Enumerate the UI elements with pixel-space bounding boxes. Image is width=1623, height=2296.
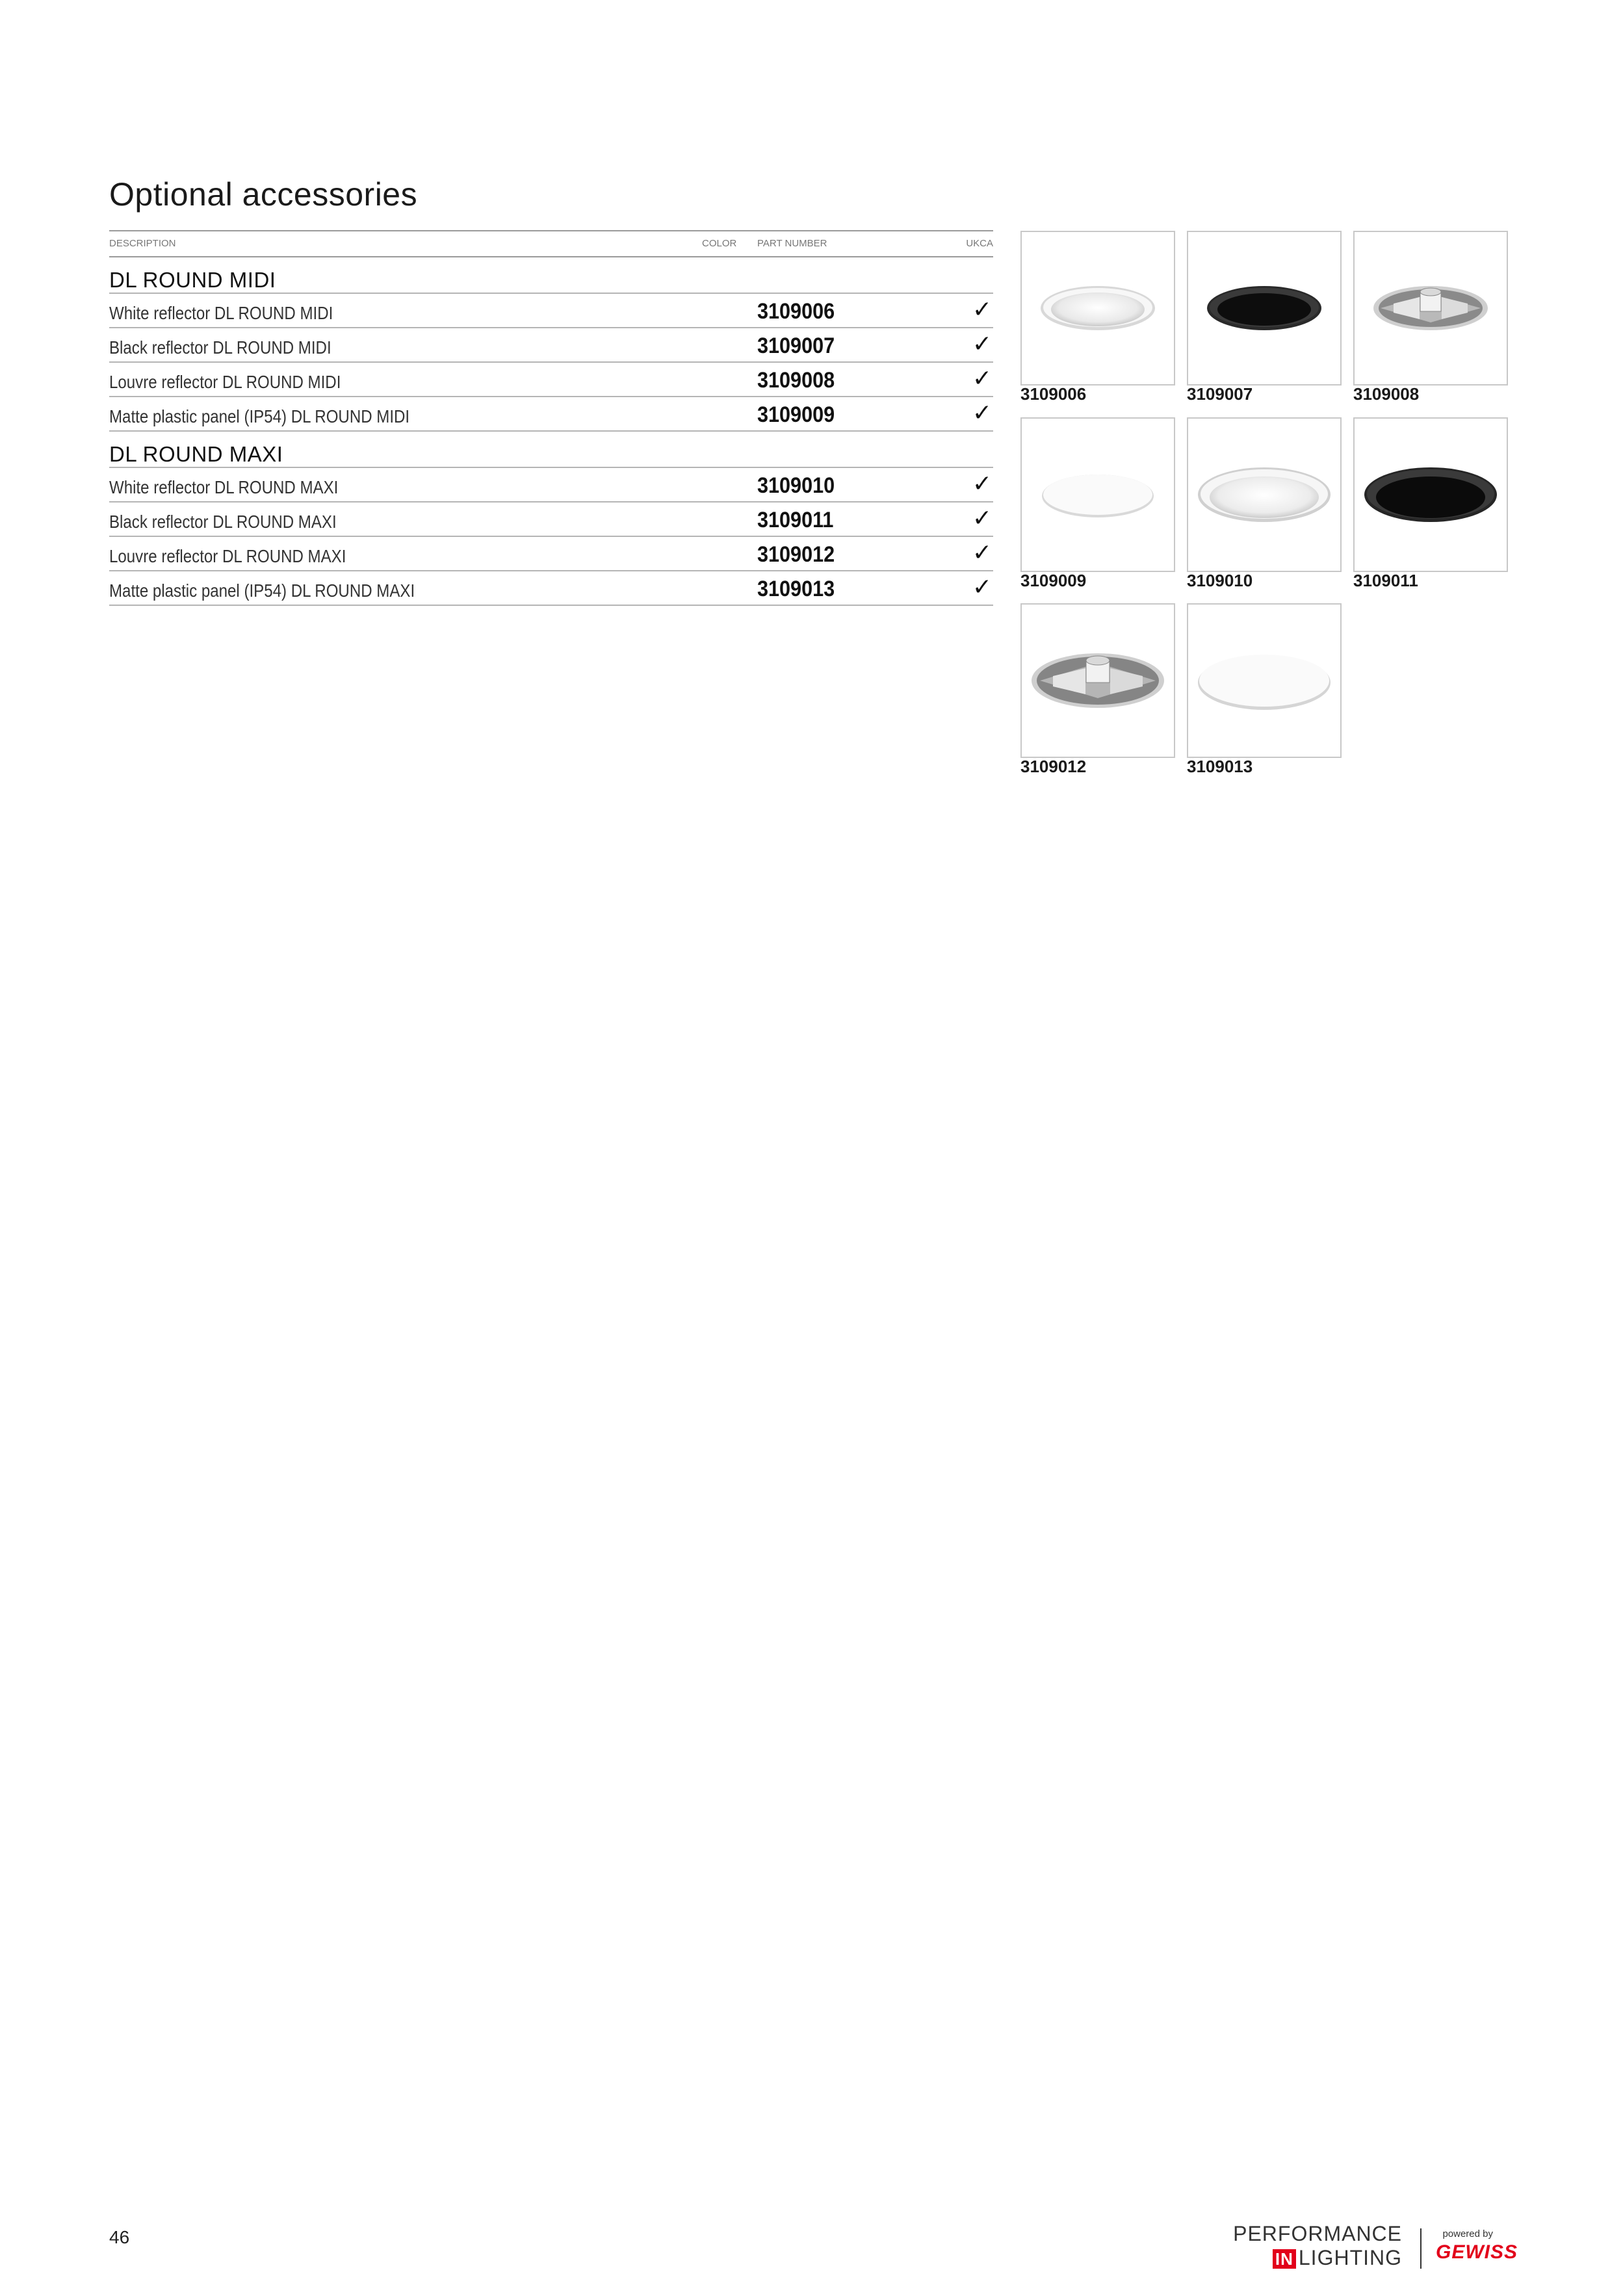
product-image-matte-panel [1020,417,1175,572]
row-description: Louvre reflector DL ROUND MIDI [109,372,341,392]
row-description: Louvre reflector DL ROUND MAXI [109,546,346,566]
page-title: Optional accessories [109,176,418,213]
thumb-code: 3109013 [1187,757,1253,776]
powered-by-label: powered by [1442,2228,1493,2239]
row-part-number: 3109008 [757,368,835,393]
row-part-number: 3109009 [757,402,835,427]
ukca-check-icon: ✓ [972,471,992,497]
header-ukca: UKCA [966,238,993,249]
ukca-check-icon: ✓ [972,400,992,426]
thumb-code: 3109011 [1353,571,1418,590]
product-image-louvre-reflector [1353,231,1508,385]
brand-performance: PERFORMANCE [1233,2222,1402,2245]
thumb-code: 3109009 [1020,571,1087,590]
thumb-code: 3109012 [1020,757,1087,776]
thumb-code: 3109006 [1020,384,1087,404]
thumb-code: 3109007 [1187,384,1253,404]
brand-logo [1233,2222,1518,2274]
ukca-check-icon: ✓ [972,540,992,566]
brand-lighting: LIGHTING [1298,2246,1402,2269]
gewiss-logo: GEWISS [1435,2241,1518,2263]
ukca-check-icon: ✓ [972,296,992,323]
table-row [109,502,993,537]
row-description: Matte plastic panel (IP54) DL ROUND MAXI [109,581,415,601]
brand-lighting-line [1273,2246,1402,2270]
row-description: Matte plastic panel (IP54) DL ROUND MIDI [109,406,410,426]
table-row [109,294,993,328]
header-part-number: PART NUMBER [757,238,827,249]
row-description: Black reflector DL ROUND MAXI [109,512,337,532]
product-image-louvre-reflector [1020,603,1175,758]
table-header [109,230,993,257]
brand-divider [1420,2228,1422,2269]
header-description: DESCRIPTION [109,238,176,249]
page-number: 46 [109,2227,130,2247]
table-row [109,571,993,606]
table-row [109,468,993,502]
thumb-code: 3109008 [1353,384,1420,404]
row-part-number: 3109011 [757,508,834,532]
table-row [109,397,993,432]
ukca-check-icon: ✓ [972,365,992,392]
thumb-code: 3109010 [1187,571,1253,590]
header-color: COLOR [702,238,737,249]
product-image-black-reflector [1353,417,1508,572]
group-title-maxi: DL ROUND MAXI [109,432,993,468]
ukca-check-icon: ✓ [972,331,992,358]
table-row [109,363,993,397]
product-image-white-reflector [1187,417,1342,572]
row-part-number: 3109006 [757,299,835,324]
product-image-black-reflector [1187,231,1342,385]
row-part-number: 3109012 [757,542,835,567]
product-image-matte-panel [1187,603,1342,758]
table-row [109,537,993,571]
accessories-table [109,230,993,606]
product-image-white-reflector [1020,231,1175,385]
row-description: White reflector DL ROUND MAXI [109,477,339,497]
row-part-number: 3109013 [757,577,835,601]
row-part-number: 3109010 [757,473,835,498]
row-part-number: 3109007 [757,333,835,358]
table-row [109,328,993,363]
ukca-check-icon: ✓ [972,574,992,601]
group-title-midi: DL ROUND MIDI [109,257,993,294]
row-description: Black reflector DL ROUND MIDI [109,337,331,358]
brand-in-badge: IN [1273,2249,1296,2269]
ukca-check-icon: ✓ [972,505,992,532]
row-description: White reflector DL ROUND MIDI [109,303,333,323]
